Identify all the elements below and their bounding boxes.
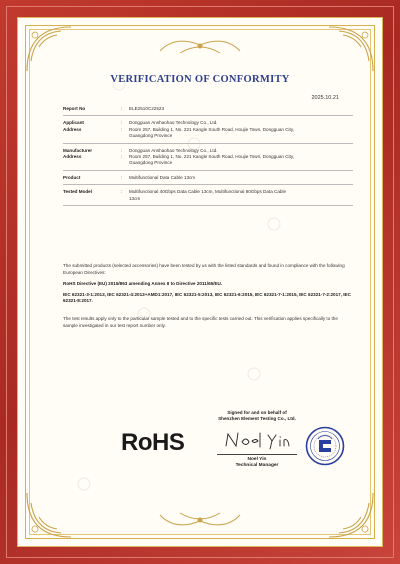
bottom-scroll-ornament-icon — [150, 507, 250, 533]
signatory — [197, 457, 317, 470]
top-scroll-ornament-icon — [150, 33, 250, 59]
handwritten-signature — [222, 428, 292, 454]
field-label: Manufacturer — [63, 147, 93, 153]
watermark-icon — [267, 217, 281, 231]
field-label — [63, 133, 121, 139]
field-separator: : — [121, 189, 123, 195]
field-value: Multifunctional 40Gbps Data Cable 13cm, Multifunctional 80Gbps Data Cable — [129, 189, 287, 195]
field-value: 13cm — [129, 195, 141, 201]
issue-date: 2025.10.21 — [311, 95, 339, 101]
signature-line — [217, 454, 297, 455]
field-label: Address — [63, 126, 82, 132]
field-separator: : — [121, 174, 123, 180]
field-divider — [63, 205, 353, 206]
rohs-logo: RoHS — [121, 429, 185, 456]
corner-ornament-icon — [21, 21, 101, 81]
signatory-name: Noel Yin — [247, 457, 267, 462]
certificate-body — [63, 263, 353, 334]
field-row — [63, 196, 353, 202]
field-divider — [63, 170, 353, 171]
signed-for-label: Signed for and on behalf of — [227, 410, 287, 415]
field-value: Dongguan Anshaohao Technology Co., Ltd. — [129, 147, 218, 153]
field-row — [63, 175, 353, 181]
field-separator — [121, 196, 129, 202]
compliance-statement: The submitted products (selected accessories) have been tested by us with the listed standards and found in compliance with the following European Directives: — [63, 263, 345, 275]
standards-list: IEC 62321-3-1:2013, IEC 62321-4:2013+AMD1:2017, IEC 62321-5:2013, IEC 62321-6:2015, IEC 62321-7-1:2015, IEC 62321-7-2:2017, IEC 62321-8:2017. — [63, 291, 351, 304]
signature-header — [197, 410, 317, 423]
field-separator: : — [121, 154, 123, 160]
field-label: Applicant — [63, 120, 84, 126]
watermark-icon — [247, 367, 261, 381]
certificate-paper — [17, 17, 383, 547]
disclaimer-text: The test results apply only to the particular sample tested and to the specific tests carried out. This verification applies specifically to the sample investigated in our test report number only. — [63, 315, 338, 328]
field-value: Guangdong Province — [129, 133, 173, 139]
field-row — [63, 160, 353, 166]
field-label: Report No — [63, 106, 86, 111]
field-divider — [63, 115, 353, 116]
field-value: ELE2510C22523 — [129, 106, 164, 111]
watermark-icon — [77, 477, 91, 491]
field-label: Address — [63, 154, 82, 160]
field-separator — [121, 133, 129, 139]
field-separator: : — [121, 147, 123, 153]
signatory-role: Technical Manager — [235, 463, 279, 469]
field-row — [63, 106, 353, 112]
field-label — [63, 196, 121, 202]
corner-ornament-icon — [21, 483, 101, 543]
field-divider — [63, 143, 353, 144]
field-value: Multifunctional Data Cable 13cm — [129, 174, 196, 180]
field-value: Dongguan Anshaohao Technology Co., Ltd. — [129, 120, 218, 126]
field-value: Room 257, Building 1, No. 221 Kangle South Road, Houjie Town, Dongguan City, — [129, 126, 295, 132]
field-row — [63, 133, 353, 139]
field-separator — [121, 160, 129, 166]
company-name: Shenzhen Element Testing Co., Ltd. — [218, 416, 296, 422]
directive-text: RoHS Directive (EU) 2015/863 amending Annex II to Directive 2011/65/EU. — [63, 280, 223, 286]
field-value: Room 257, Building 1, No. 221 Kangle South Road, Houjie Town, Dongguan City, — [129, 154, 295, 160]
field-divider — [63, 184, 353, 185]
field-label — [63, 160, 121, 166]
certificate-fields — [63, 106, 353, 210]
ele-testing-seal-icon — [305, 426, 345, 466]
certificate-title: VERIFICATION OF CONFORMITY — [110, 74, 290, 85]
field-label: Tested Model — [63, 189, 93, 195]
corner-ornament-icon — [299, 21, 379, 81]
field-separator: : — [121, 120, 123, 126]
field-separator: : — [121, 106, 123, 111]
field-label: Product — [63, 174, 81, 180]
field-value: Guangdong Province — [129, 160, 173, 166]
corner-ornament-icon — [299, 483, 379, 543]
field-separator: : — [121, 126, 123, 132]
